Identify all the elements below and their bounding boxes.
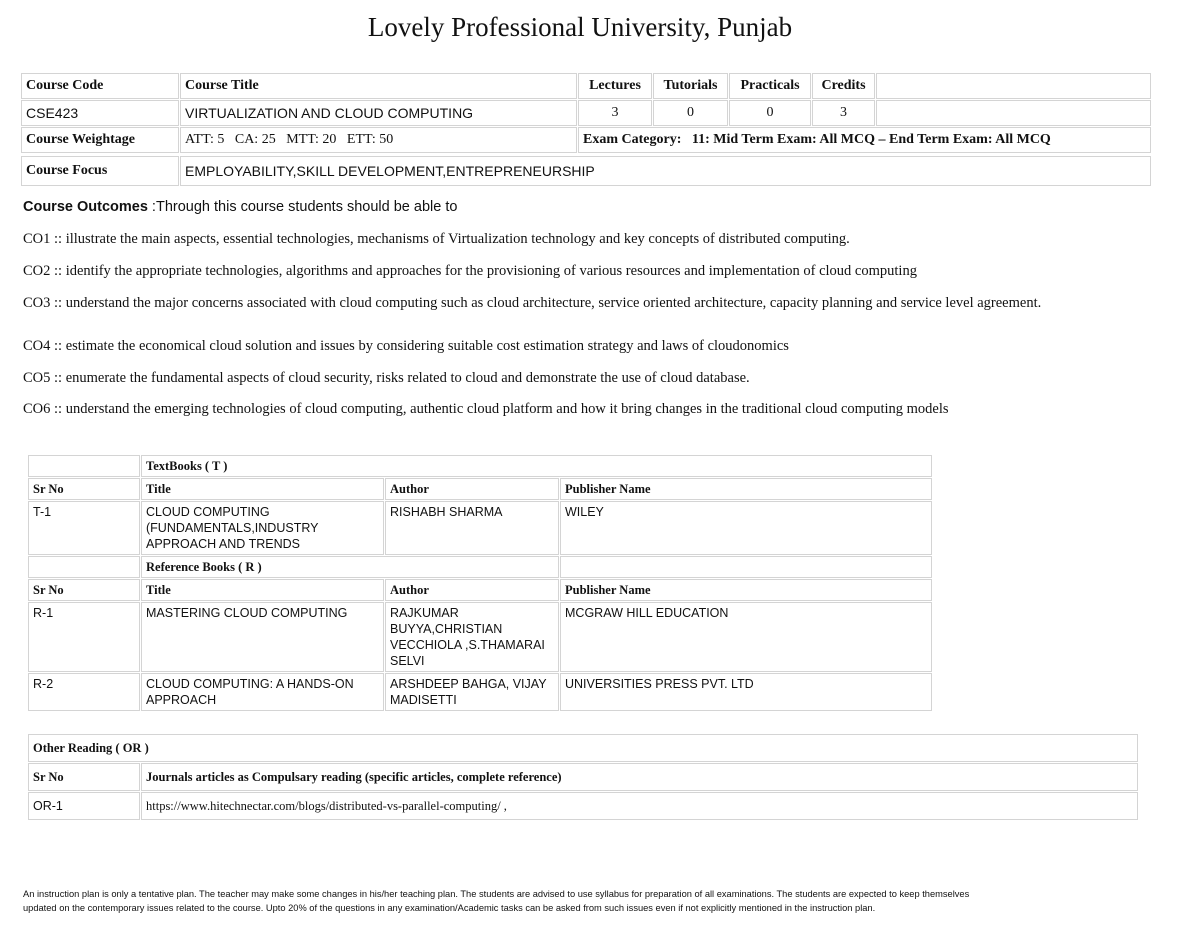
book-author: ARSHDEEP BAHGA, VIJAY MADISETTI bbox=[385, 673, 559, 711]
outcome-item: CO1 :: illustrate the main aspects, essential technologies, mechanisms of Virtualization technology and key concepts of distributed computing. bbox=[23, 231, 850, 247]
credits-value: 3 bbox=[812, 100, 875, 126]
author-header: Author bbox=[385, 579, 559, 601]
course-title-header: Course Title bbox=[180, 73, 577, 99]
book-publisher: UNIVERSITIES PRESS PVT. LTD bbox=[560, 673, 932, 711]
practicals-header: Practicals bbox=[729, 73, 811, 99]
page-title: Lovely Professional University, Punjab bbox=[367, 12, 793, 42]
outcome-item: CO5 :: enumerate the fundamental aspects of cloud security, risks related to cloud and demonstrate the use of cloud database. bbox=[23, 370, 750, 386]
book-title: MASTERING CLOUD COMPUTING bbox=[141, 602, 384, 672]
table-row bbox=[28, 792, 1138, 820]
sr-no: R-1 bbox=[28, 602, 140, 672]
exam-category: Exam Category: 11: Mid Term Exam: All MCQ – End Term Exam: All MCQ bbox=[578, 127, 1151, 153]
tutorials-header: Tutorials bbox=[653, 73, 728, 99]
course-header-row bbox=[21, 73, 1151, 99]
sr-no: R-2 bbox=[28, 673, 140, 711]
reference-link[interactable]: https://www.hitechnectar.com/blogs/distributed-vs-parallel-computing/ , bbox=[141, 792, 1138, 820]
practicals-value: 0 bbox=[729, 100, 811, 126]
title-header: Title bbox=[141, 579, 384, 601]
empty-cell bbox=[28, 455, 140, 477]
publisher-header: Publisher Name bbox=[560, 478, 932, 500]
sr-no-header: Sr No bbox=[28, 478, 140, 500]
publisher-header: Publisher Name bbox=[560, 579, 932, 601]
textbooks-header-row bbox=[28, 478, 932, 500]
book-author: RAJKUMAR BUYYA,CHRISTIAN VECCHIOLA ,S.THAMARAI SELVI bbox=[385, 602, 559, 672]
sr-no-header: Sr No bbox=[28, 763, 140, 791]
lectures-header: Lectures bbox=[578, 73, 652, 99]
other-header-row bbox=[28, 763, 1138, 791]
title-header: Title bbox=[141, 478, 384, 500]
course-values-row bbox=[21, 100, 1151, 126]
table-row bbox=[28, 501, 932, 555]
empty-cell bbox=[560, 556, 932, 578]
course-weightage-row bbox=[21, 127, 1151, 153]
outcomes-title: Course Outcomes bbox=[23, 199, 148, 215]
focus-label: Course Focus bbox=[21, 156, 179, 186]
weightage-label: Course Weightage bbox=[21, 127, 179, 153]
footer-note bbox=[23, 887, 1143, 915]
book-publisher: MCGRAW HILL EDUCATION bbox=[560, 602, 932, 672]
book-publisher: WILEY bbox=[560, 501, 932, 555]
course-title: VIRTUALIZATION AND CLOUD COMPUTING bbox=[180, 100, 577, 126]
author-header: Author bbox=[385, 478, 559, 500]
empty-cell bbox=[28, 556, 140, 578]
table-row bbox=[28, 602, 932, 672]
course-details-table bbox=[20, 72, 1152, 154]
reference-heading-row bbox=[28, 556, 932, 578]
course-focus-table bbox=[20, 155, 1152, 187]
weightage-value: ATT: 5 CA: 25 MTT: 20 ETT: 50 bbox=[180, 127, 577, 153]
credits-header: Credits bbox=[812, 73, 875, 99]
course-code-header: Course Code bbox=[21, 73, 179, 99]
textbooks-heading-row bbox=[28, 455, 932, 477]
sr-no-header: Sr No bbox=[28, 579, 140, 601]
book-title: CLOUD COMPUTING (FUNDAMENTALS,INDUSTRY APPROACH AND TRENDS bbox=[141, 501, 384, 555]
empty-cell bbox=[876, 100, 1151, 126]
focus-value: EMPLOYABILITY,SKILL DEVELOPMENT,ENTREPRENEURSHIP bbox=[180, 156, 1151, 186]
sr-no: OR-1 bbox=[28, 792, 140, 820]
course-code: CSE423 bbox=[21, 100, 179, 126]
outcome-item: CO6 :: understand the emerging technologies of cloud computing, authentic cloud platform and how it bring changes in the traditional cloud computing models bbox=[23, 401, 949, 417]
outcome-item: CO3 :: understand the major concerns associated with cloud computing such as cloud architecture, service oriented architecture, capacity planning and service level agreement. bbox=[23, 295, 1042, 311]
description-header: Journals articles as Compulsary reading (specific articles, complete reference) bbox=[141, 763, 1138, 791]
sr-no: T-1 bbox=[28, 501, 140, 555]
other-reading-heading: Other Reading ( OR ) bbox=[28, 734, 1138, 762]
empty-cell bbox=[876, 73, 1151, 99]
footer-line: updated on the contemporary issues related to the course. Upto 20% of the questions in any examination/Academic tasks can be asked from such issues even if not explicitly mentioned in the instruction plan. bbox=[23, 903, 876, 913]
reference-header-row bbox=[28, 579, 932, 601]
outcomes-intro: :Through this course students should be able to bbox=[147, 199, 458, 215]
book-title: CLOUD COMPUTING: A HANDS-ON APPROACH bbox=[141, 673, 384, 711]
other-heading-row bbox=[28, 734, 1138, 762]
textbooks-heading: TextBooks ( T ) bbox=[141, 455, 932, 477]
books-table bbox=[27, 454, 933, 712]
tutorials-value: 0 bbox=[653, 100, 728, 126]
lectures-value: 3 bbox=[578, 100, 652, 126]
book-author: RISHABH SHARMA bbox=[385, 501, 559, 555]
reference-heading: Reference Books ( R ) bbox=[141, 556, 559, 578]
table-row bbox=[28, 673, 932, 711]
outcome-item: CO2 :: identify the appropriate technologies, algorithms and approaches for the provisioning of various resources and implementation of cloud computing bbox=[23, 263, 917, 279]
outcomes-heading bbox=[23, 199, 1133, 216]
outcome-item: CO4 :: estimate the economical cloud solution and issues by considering suitable cost estimation strategy and laws of cloudonomics bbox=[23, 338, 789, 354]
footer-line: An instruction plan is only a tentative plan. The teacher may make some changes in his/her teaching plan. The students are advised to use syllabus for preparation of all examinations. The students are expected to keep themselves bbox=[23, 889, 970, 899]
other-reading-table bbox=[27, 733, 1139, 821]
